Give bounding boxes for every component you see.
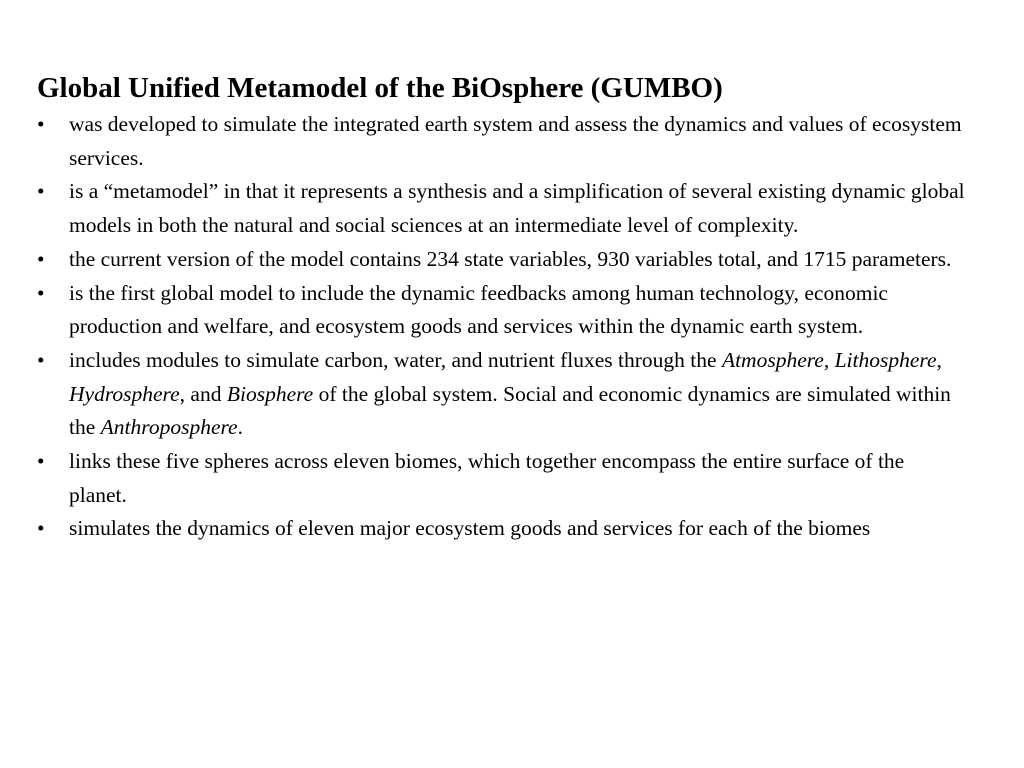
bullet-text-italic: Atmosphere [721, 347, 824, 372]
bullet-text: was developed to simulate the integrated earth system and assess the dynamics and values of ecosystem services. [69, 112, 962, 170]
bullet-item [37, 108, 967, 175]
bullet-marker: • [37, 280, 45, 305]
bullet-marker: • [37, 179, 45, 204]
bullet-text-segment: . [237, 415, 243, 440]
bullet-marker: • [37, 246, 45, 271]
bullet-marker: • [37, 449, 45, 474]
bullet-text: links these five spheres across eleven biomes, which together encompass the entire surface of the planet. [69, 449, 905, 507]
bullet-text-segment: of the global system. Social and economic dynamics are simulated within the [69, 381, 951, 440]
bullet-list [37, 108, 967, 546]
bullet-text-segment: includes modules to simulate carbon, water, and nutrient fluxes through the [69, 347, 722, 372]
bullet-marker: • [37, 347, 45, 372]
bullet-item [37, 277, 967, 344]
bullet-item [37, 344, 967, 445]
bullet-marker: • [37, 112, 45, 136]
bullet-text: is a “metamodel” in that it represents a synthesis and a simplification of several existing dynamic global models in both the natural and social sciences at an intermediate level of complexity. [69, 179, 965, 238]
bullet-text-segment: , [823, 347, 835, 372]
slide-title: Global Unified Metamodel of the BiOsphere (GUMBO) [37, 72, 723, 104]
bullet-item [37, 175, 967, 242]
bullet-text-italic: Hydrosphere [69, 381, 180, 406]
bullet-item [37, 512, 967, 546]
bullet-text-segment: , and [179, 381, 227, 406]
bullet-text-italic: Anthroposphere [100, 415, 238, 440]
bullet-item [37, 243, 967, 277]
bullet-text-segment: , [936, 347, 942, 372]
bullet-marker: • [37, 516, 45, 541]
bullet-text: the current version of the model contains 234 state variables, 930 variables total, and 1715 parameters. [69, 246, 952, 271]
bullet-text: simulates the dynamics of eleven major ecosystem goods and services for each of the biomes [69, 516, 871, 541]
slide-content [37, 70, 967, 546]
bullet-item [37, 445, 967, 512]
bullet-text-italic: Biosphere [226, 381, 314, 406]
bullet-text: is the first global model to include the dynamic feedbacks among human technology, economic production and welfare, and ecosystem goods and services within the dynamic earth system. [69, 280, 888, 339]
bullet-text-italic: Lithosphere [834, 347, 937, 372]
